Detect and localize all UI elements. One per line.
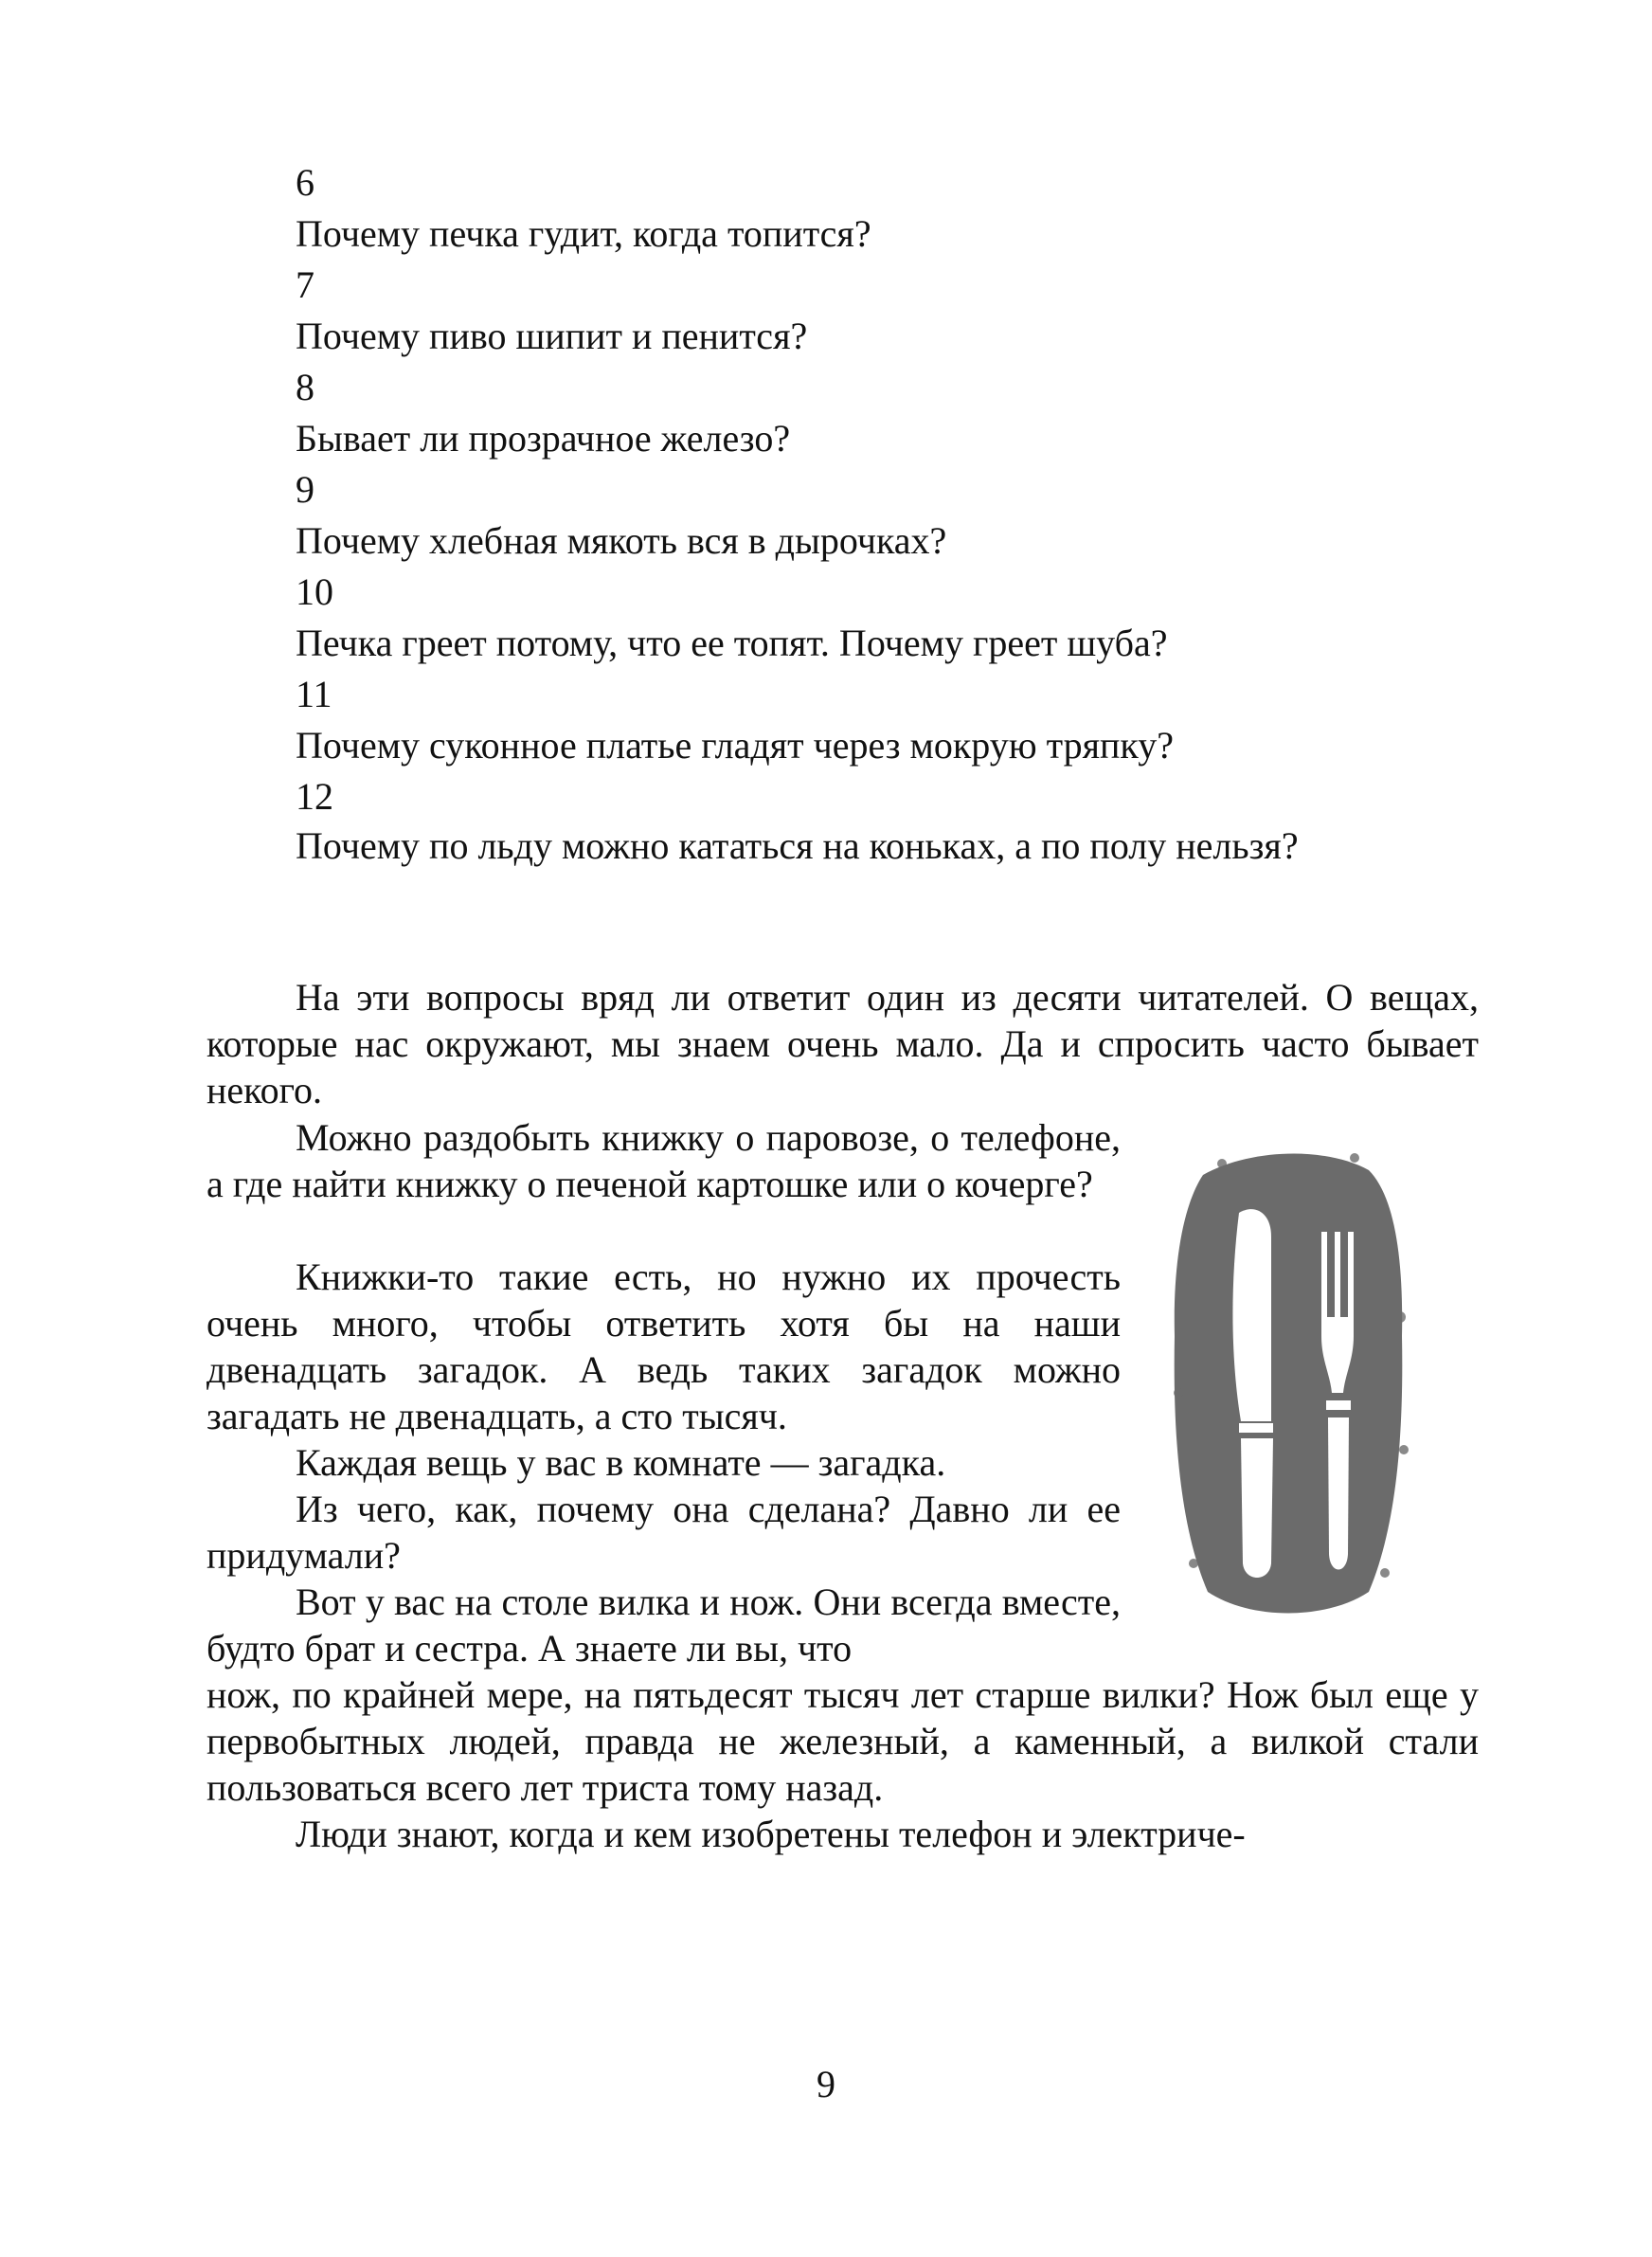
question-number: 9: [296, 468, 314, 511]
question-number: 6: [296, 161, 314, 204]
paragraph: Каждая вещь у вас в комнате — загадка.: [296, 1441, 946, 1484]
paragraph: Можно раздобыть книжку о паровозе, о телефоне, а где найти книжку о печеной картошке или о кочерге?: [206, 1116, 1121, 1205]
paragraph: Книжки-то такие есть, но нужно их прочесть очень много, чтобы ответить хотя бы на наши двенадцать загадок. А ведь таких загадок можно загадать не двенадцать, а сто тысяч.: [206, 1255, 1121, 1437]
question-number: 10: [296, 570, 333, 613]
question-text: Почему пиво шипит и пенится?: [296, 315, 808, 357]
question-number: 8: [296, 366, 314, 408]
paragraph: На эти вопросы вряд ли ответит один из десяти читателей. О вещах, которые нас окружают, мы знаем очень мало. Да и спросить часто бывает некого.: [206, 976, 1479, 1111]
page-number: 9: [817, 2063, 835, 2105]
question-text: Почему суконное платье гладят через мокрую тряпку?: [296, 724, 1175, 767]
question-number: 12: [296, 775, 333, 818]
question-text: Почему печка гудит, когда топится?: [296, 212, 871, 255]
paragraph: Люди знают, когда и кем изобретены телефон и электриче-: [296, 1813, 1246, 1855]
question-number: 7: [296, 263, 314, 306]
paragraph: Из чего, как, почему она сделана? Давно ли ее придумали?: [206, 1488, 1121, 1577]
question-number: 11: [296, 673, 332, 715]
paragraph: Вот у вас на столе вилка и нож. Они всегда вместе, будто брат и сестра. А знаете ли вы, что: [206, 1580, 1121, 1670]
question-text: Печка греет потому, что ее топят. Почему греет шуба?: [296, 622, 1168, 664]
question-text: Бывает ли прозрачное железо?: [296, 417, 791, 460]
question-text: Почему хлебная мякоть вся в дырочках?: [296, 519, 947, 562]
paragraph: нож, по крайней мере, на пятьдесят тысяч лет старше вилки? Нож был еще у первобытных людей, правда не железный, а каменный, а вилкой стали пользоваться всего лет триста тому назад.: [206, 1673, 1479, 1809]
question-text: Почему по льду можно кататься на коньках, а по полу нельзя?: [296, 824, 1299, 867]
knife-and-fork-icon: [1165, 1147, 1411, 1620]
